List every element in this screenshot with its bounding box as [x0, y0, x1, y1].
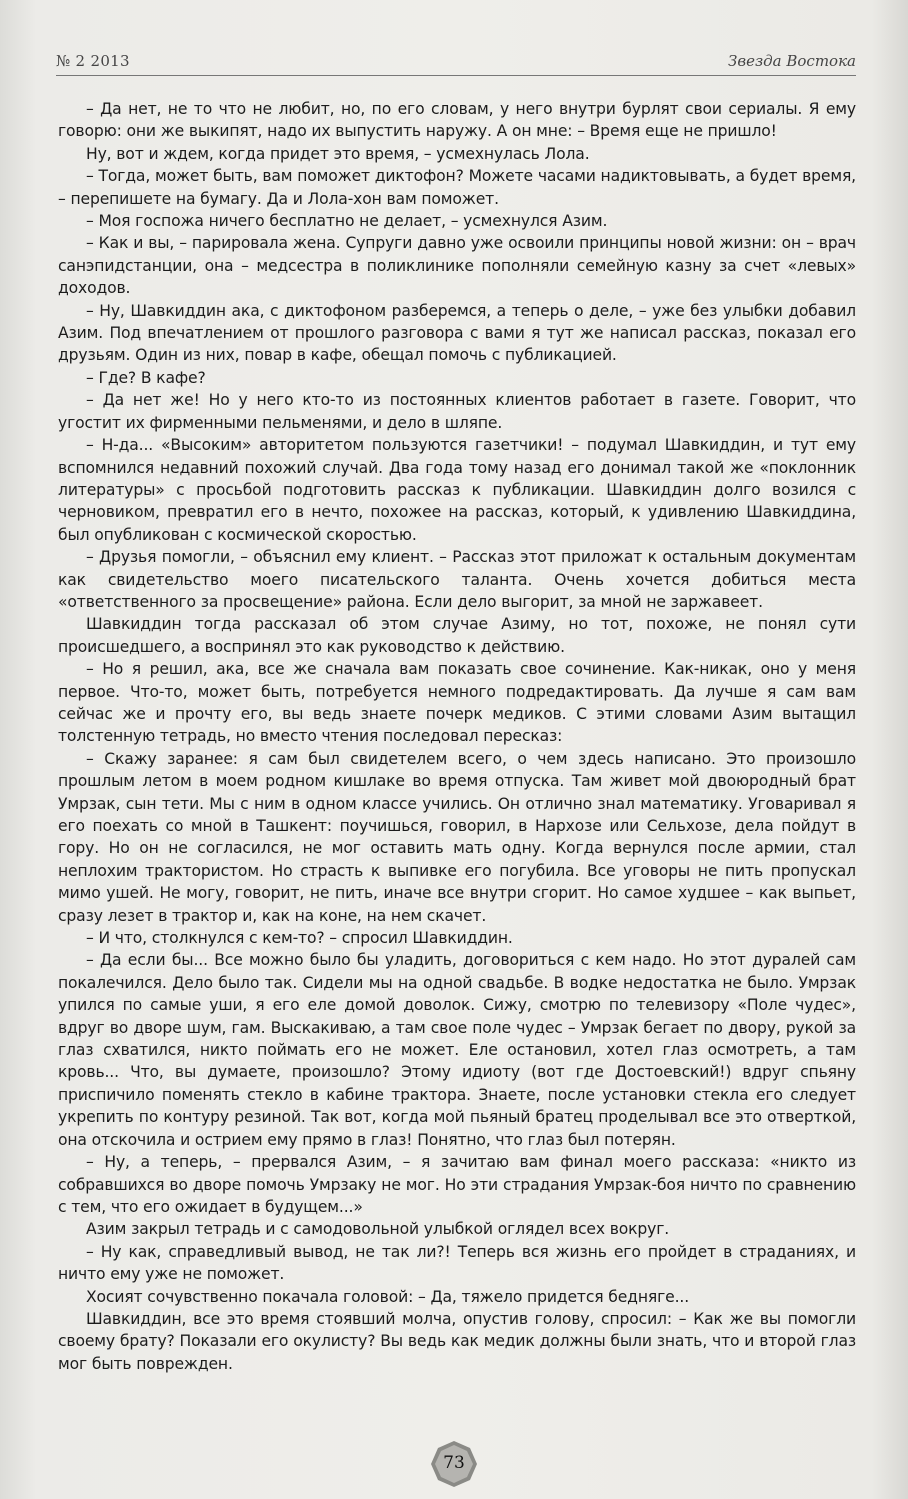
paragraph: – Ну как, справедливый вывод, не так ли?! Теперь вся жизнь его пройдет в страданиях, и ничто ему уже не поможет.: [58, 1242, 856, 1284]
paragraph: Ну, вот и ждем, когда придет это время, – усмехнулась Лола.: [86, 144, 590, 163]
header-rule: [56, 75, 856, 76]
running-header: [56, 50, 856, 72]
body-text: [58, 98, 856, 1375]
paragraph: Шавкиддин тогда рассказал об этом случае Азиму, но тот, похоже, не понял сути происшедшего, а воспринял это как руководство к действию.: [58, 615, 856, 656]
paragraph: – Скажу заранее: я сам был свидетелем всего, о чем здесь написано. Это произошло прошлым летом в моем родном кишлаке во время отпуска. Там живет мой двоюродный брат Умрзак, сын тети. Мы с ним в одном классе учились. Он отлично знал математику. Уговаривал я его поехать со мной в Ташкент: поучишься, говорил, в Нархозе или Сельхозе, дела пойдут в гору. Но он не согласился, не мог оставить мать одну. Когда вернулся после армии, стал неплохим трактористом. Но страсть к выпивке его погубила. Все уговоры не пить пропускал мимо ушей. Не могу, говорит, не пить, иначе все внутри сгорит. Но самое худшее – как выпьет, сразу лезет в трактор и, как на коне, на нем скачет.: [58, 749, 856, 925]
paragraph: – Друзья помогли, – объяснил ему клиент. – Рассказ этот приложат к остальным документам как свидетельство моего писательского таланта. Очень хочется добиться места «ответственного за просвещение» района. Если дело выгорит, за мной не заржавеет.: [58, 548, 856, 611]
paragraph: – Ну, Шавкиддин ака, с диктофоном разберемся, а теперь о деле, – уже без улыбки добавил Азим. Под впечатлением от прошлого разговора с вами я тут же написал рассказ, показал его друзьям. Один из них, повар в кафе, обещал помочь с публикацией.: [58, 301, 856, 365]
paragraph: – Как и вы, – парировала жена. Супруги давно уже освоили принципы новой жизни: он – врач санэпидстанции, она – медсестра в поликлинике пополняли семейную казну за счет «левых» доходов.: [58, 234, 856, 298]
paragraph: – Да если бы... Все можно было бы уладить, договориться с кем надо. Но этот дуралей сам покалечился. Дело было так. Сидели мы на одной свадьбе. В водке недостатка не было. Умрзак упился по самые уши, я его еле домой доволок. Сижу, смотрю по телевизору «Поле чудес», вдруг во дворе шум, гам. Выскакиваю, а там свое поле чудес – Умрзак бегает по двору, рукой за глаз схватился, никто поймать его не может. Еле остановил, хотел глаз осмотреть, а там кровь... Что, вы думаете, произошло? Этому идиоту (вот где Достоевский!) вдруг спьяну приспичило поменять стекло в кабине трактора. Знаете, после установки стекла его следует укрепить по контуру резиной. Так вот, когда мой пьяный братец проделывал все это отверткой, она отскочила и острием ему прямо в глаз! Понятно, что глаз был потерян.: [58, 951, 856, 1149]
paragraph: – Тогда, может быть, вам поможет диктофон? Можете часами надиктовывать, а будет время, – перепишете на бумагу. Да и Лола-хон вам поможет.: [58, 167, 856, 208]
page-number: 73: [443, 1453, 465, 1473]
page-number-badge: [430, 1440, 478, 1488]
paragraph: – И что, столкнулся с кем-то? – спросил Шавкиддин.: [86, 929, 513, 948]
paragraph: – Ну, а теперь, – прервался Азим, – я зачитаю вам финал моего рассказа: «никто из собравшихся во дворе помочь Умрзаку не мог. Но эти страдания Умрзак-боя ничто по сравнению с тем, что его ожидает в будущем...»: [58, 1153, 856, 1216]
paragraph: Шавкиддин, все это время стоявший молча, опустив голову, спросил: – Как же вы помогли своему брату? Показали его окулисту? Вы ведь как медик должны были знать, что и второй глаз мог быть поврежден.: [58, 1309, 856, 1373]
paragraph: Азим закрыл тетрадь и с самодовольной улыбкой оглядел всех вокруг.: [86, 1220, 670, 1239]
journal-title: Звезда Востока: [728, 52, 856, 70]
issue-number: № 2 2013: [56, 52, 130, 70]
paragraph: – Моя госпожа ничего бесплатно не делает, – усмехнулся Азим.: [86, 212, 608, 231]
paragraph: – Где? В кафе?: [86, 368, 206, 387]
paragraph: – Но я решил, ака, все же сначала вам показать свое сочинение. Как-никак, оно у меня первое. Что-то, может быть, потребуется немного подредактировать. Да лучше я сам вам сейчас же и прочту его, вы ведь знаете почерк медиков. С этими словами Азим вытащил толстенную тетрадь, но вместо чтения последовал пересказ:: [58, 660, 856, 746]
paragraph: – Да нет, не то что не любит, но, по его словам, у него внутри бурлят свои сериалы. Я ему говорю: они же выкипят, надо их выпустить наружу. А он мне: – Время еще не пришло!: [58, 100, 856, 141]
paragraph: – Да нет же! Но у него кто-то из постоянных клиентов работает в газете. Говорит, что угостит их фирменными пельменями, и дело в шляпе.: [58, 391, 856, 432]
paragraph: Хосият сочувственно покачала головой: – Да, тяжело придется бедняге...: [86, 1287, 690, 1306]
paragraph: – Н-да... «Высоким» авторитетом пользуются газетчики! – подумал Шавкиддин, и тут ему вспомнился недавний похожий случай. Два года тому назад его донимал такой же «поклонник литературы» с просьбой подготовить рассказ к публикации. Шавкиддин долго возился с черновиком, превратил его в нечто, похожее на рассказ, который, к удивлению Шавкиддина, был опубликован с космической скоростью.: [58, 436, 856, 544]
